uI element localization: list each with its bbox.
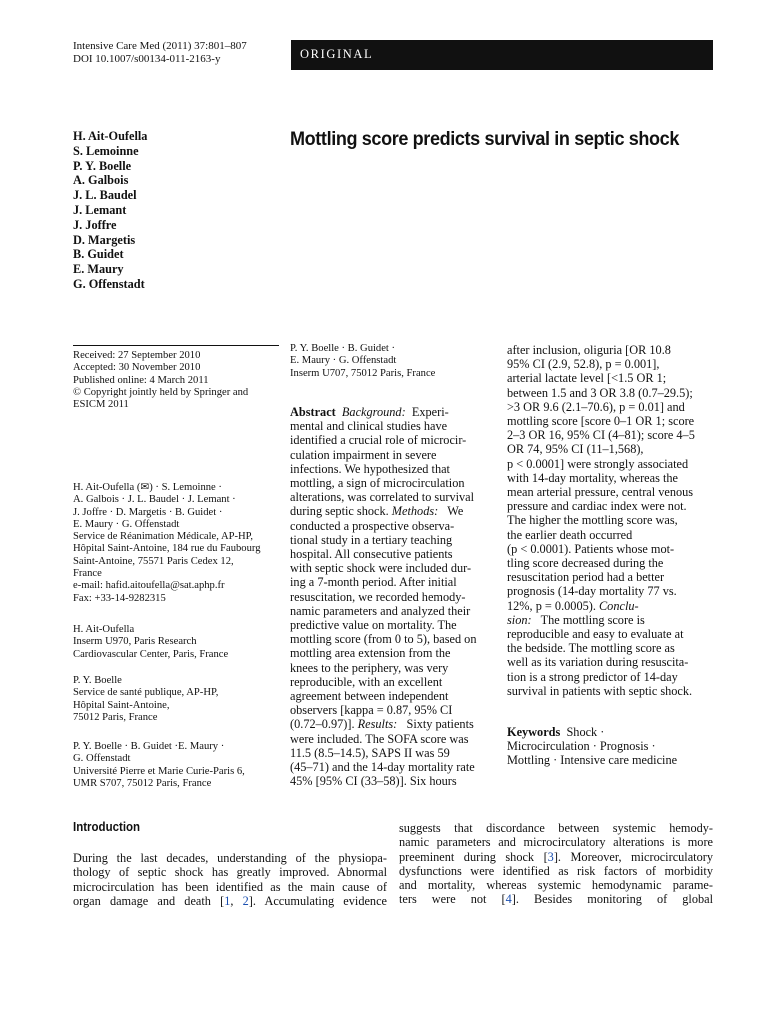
abstract-line: tion is a strong predictor of 14-day [507, 669, 678, 684]
article-dates [73, 350, 285, 411]
author-name: P. Y. Boelle [73, 158, 132, 173]
abstract-line: resuscitation, we recorded hemody- [290, 589, 466, 604]
author-name: G. Offenstadt [73, 276, 145, 291]
abstract-line: observers [kappa = 0.87, 95% CI [290, 703, 453, 718]
abstract-line: mottling area extension from the [290, 646, 451, 661]
abstract-line: (45–71) and the 14-day mortality rate [290, 760, 475, 775]
body-line: ]. Moreover, microcirculatory [553, 849, 713, 864]
affiliation-line: Université Pierre et Marie Curie-Paris 6, [73, 765, 245, 777]
abstract-line: mental and clinical studies have [290, 419, 448, 434]
abstract-line: infections. We hypothesized that [290, 461, 450, 476]
keyword-line: Microcirculation · Prognosis · [507, 739, 656, 754]
abstract-column-left [290, 405, 496, 788]
affiliation-line: Inserm U970, Paris Research [73, 636, 197, 648]
introduction-column-left [73, 851, 387, 908]
abstract-line: alterations, was correlated to survival [290, 490, 475, 505]
author-name: H. Ait-Oufella [73, 129, 148, 143]
abstract-line: tional study in a tertiary teaching [290, 532, 453, 547]
affiliation-line: A. Galbois · J. L. Baudel · J. Lemant · [73, 494, 236, 506]
journal-citation-line: Intensive Care Med (2011) 37:801–807 [73, 40, 247, 52]
section-label: ORIGINAL [300, 47, 374, 61]
body-line: namic parameters and microcirculatory alterations is more [399, 835, 713, 850]
affiliation-line: 75012 Paris, France [73, 711, 158, 723]
abstract-line: agreement between independent [290, 689, 449, 704]
affiliation-line: Saint-Antoine, 75571 Paris Cedex 12, [73, 555, 234, 567]
keywords-block [507, 725, 713, 768]
citation-link[interactable]: 3 [547, 849, 554, 864]
copyright-line: ESICM 2011 [73, 399, 129, 411]
affiliation-line: Inserm U707, 75012 Paris, France [290, 367, 436, 379]
abstract-line: namic parameters and analyzed their [290, 603, 471, 618]
received-date: Received: 27 September 2010 [73, 350, 201, 361]
keywords-label: Keywords [507, 725, 561, 739]
author-name: E. Maury [73, 262, 124, 277]
introduction-heading: Introduction [73, 820, 141, 834]
abstract-line: hospital. All consecutive patients [290, 547, 453, 562]
abstract-line: OR 74, 95% CI (11–1,568), [507, 442, 644, 457]
author-name: J. Lemant [73, 202, 127, 217]
results-label: Results: [357, 717, 398, 732]
published-date: Published online: 4 March 2011 [73, 374, 209, 386]
abstract-line: reproducible, with an excellent [290, 674, 443, 689]
affiliation-line: H. Ait-Oufella (✉) · S. Lemoinne · [73, 482, 222, 493]
body-line: dysfunctions were identified as risk factors of morbidity [399, 863, 713, 878]
author-name: D. Margetis [73, 232, 136, 247]
citation-separator: , [230, 893, 243, 908]
abstract-line: mottling, a sign of microcirculation [290, 476, 465, 491]
author-name: J. L. Baudel [73, 188, 137, 203]
abstract-line: (0.72–0.97)]. [290, 717, 355, 732]
keyword-line: Shock · [566, 725, 605, 739]
affiliation-line: UMR S707, 75012 Paris, France [73, 777, 212, 789]
affiliation-block [73, 624, 285, 661]
abstract-line: >3 OR 9.6 (2.1–70.6), p = 0.01] and [507, 399, 685, 414]
author-name: A. Galbois [73, 173, 129, 188]
abstract-line: after inclusion, oliguria [OR 10.8 [507, 343, 671, 357]
affiliation-line: Cardiovascular Center, Paris, France [73, 648, 229, 660]
body-line: ters were not [ [399, 892, 506, 907]
affiliation-line: Service de santé publique, AP-HP, [73, 687, 219, 699]
abstract-line: with septic shock were included dur- [290, 561, 472, 576]
affiliation-block [73, 675, 285, 724]
abstract-line: were included. The SOFA score was [290, 731, 469, 746]
copyright-line: © Copyright jointly held by Springer and [73, 386, 249, 398]
citation-link[interactable]: 4 [505, 892, 512, 907]
abstract-line: 2–3 OR 16, 95% CI (4–81); score 4–5 [507, 428, 695, 443]
doi-line: DOI 10.1007/s00134-011-2163-y [73, 53, 221, 65]
abstract-line: with 14-day mortality, whereas the [507, 470, 678, 485]
affiliation-line: Hôpital Saint-Antoine, [73, 699, 170, 711]
affiliation-line: G. Offenstadt [73, 753, 131, 765]
abstract-line: mean arterial pressure, central venous [507, 485, 694, 500]
abstract-line: reproducible and easy to evaluate at [507, 627, 684, 642]
abstract-line: The mottling score is [540, 612, 645, 627]
author-name: S. Lemoinne [73, 143, 139, 158]
abstract-line: arterial lactate level [<1.5 OR 1; [507, 371, 667, 386]
affiliation-line: H. Ait-Oufella [73, 624, 135, 635]
body-line: microcirculation has been identified as the main cause of [73, 879, 387, 894]
body-line: During the last decades, understanding of the physiopa- [73, 851, 387, 865]
body-line: preeminent during shock [ [399, 849, 548, 864]
divider [73, 345, 279, 346]
keyword-line: Mottling · Intensive care medicine [507, 753, 678, 768]
abstract-line: (p < 0.0001). Patients whose mot- [507, 541, 675, 556]
abstract-line: Sixty patients [406, 717, 474, 732]
abstract-line: 45% [95% CI (33–58)]. Six hours [290, 774, 457, 789]
affiliation-block [73, 482, 285, 605]
abstract-line: prognosis (14-day mortality 77 vs. [507, 584, 677, 599]
abstract-line: pressure and cardiac index were not. [507, 499, 687, 514]
abstract-column-right [507, 343, 713, 698]
affiliation-line: P. Y. Boelle · B. Guidet ·E. Maury · [73, 741, 225, 752]
affiliation-line: P. Y. Boelle [73, 675, 122, 686]
abstract-line: knees to the periphery, was very [290, 660, 449, 675]
accepted-date: Accepted: 30 November 2010 [73, 362, 201, 374]
affiliation-line: J. Joffre · D. Margetis · B. Guidet · [73, 506, 223, 518]
section-banner [291, 40, 713, 70]
abstract-line: during septic shock. [290, 504, 389, 519]
affiliation-block [73, 741, 285, 790]
affiliation-line: E. Maury · G. Offenstadt [290, 355, 397, 367]
author-list [73, 129, 147, 292]
body-line: ]. Accumulating evidence [248, 893, 388, 908]
citation-link[interactable]: 2 [242, 893, 249, 908]
conclusion-label: sion: [507, 612, 532, 627]
article-title: Mottling score predicts survival in septic shock [290, 129, 680, 150]
conclusion-label: Conclu- [598, 598, 639, 613]
abstract-line: survival in patients with septic shock. [507, 683, 693, 698]
abstract-line: identified a crucial role of microcir- [290, 433, 467, 448]
body-line: organ damage and death [ [73, 893, 225, 908]
abstract-line: The higher the mottling score was, [507, 513, 678, 528]
fax-line: Fax: +33-14-9282315 [73, 592, 166, 604]
methods-label: Methods: [391, 504, 439, 519]
abstract-line: We [447, 504, 464, 519]
abstract-line: p < 0.0001] were strongly associated [507, 456, 689, 471]
abstract-line: Experi- [411, 405, 449, 419]
abstract-line: ing a 7-month period. After initial [290, 575, 457, 590]
abstract-heading: Abstract [290, 405, 336, 419]
abstract-line: 12%, p = 0.0005). [507, 598, 596, 613]
abstract-line: culation impairment in severe [290, 447, 437, 462]
citation-link[interactable]: 1 [224, 893, 231, 908]
body-line: and mortality, whereas systemic hemodynamic parame- [399, 878, 713, 893]
body-line: thology of septic shock has greatly improved. Abnormal [73, 865, 387, 880]
email-link[interactable]: e-mail: hafid.aitoufella@sat.aphp.fr [73, 580, 225, 592]
abstract-line: 95% CI (2.9, 52.8), p = 0.001], [507, 357, 660, 372]
abstract-line: the bedside. The mottling score as [507, 641, 675, 656]
abstract-line: predictive value on mortality. The [290, 618, 457, 633]
journal-citation [73, 40, 247, 66]
abstract-line: between 1.5 and 3 OR 3.8 (0.7–29.5); [507, 385, 693, 400]
affiliation-line: P. Y. Boelle · B. Guidet · [290, 343, 396, 354]
abstract-line: tling score decreased during the [507, 556, 664, 571]
introduction-column-right [399, 821, 713, 907]
affiliation-line: France [73, 568, 102, 580]
abstract-line: the earlier death occurred [507, 527, 633, 542]
abstract-line: resuscitation period had a better [507, 570, 665, 585]
author-name: B. Guidet [73, 247, 124, 262]
background-label: Background: [341, 405, 406, 419]
abstract-line: mottling score (from 0 to 5), based on [290, 632, 477, 647]
abstract-line: conducted a prospective observa- [290, 518, 455, 533]
affiliation-line: Service de Réanimation Médicale, AP-HP, [73, 531, 254, 543]
abstract-line: mottling score [score 0–1 OR 1; score [507, 414, 695, 429]
abstract-line: well as its variation during resuscita- [507, 655, 689, 670]
abstract-line: 11.5 (8.5–14.5), SAPS II was 59 [290, 745, 450, 760]
body-line: suggests that discordance between systemic hemody- [399, 821, 713, 835]
affiliation-block-col2 [290, 343, 496, 380]
affiliation-line: E. Maury · G. Offenstadt [73, 518, 180, 530]
affiliation-line: Hôpital Saint-Antoine, 184 rue du Faubourg [73, 543, 261, 555]
author-name: J. Joffre [73, 217, 117, 232]
body-line: ]. Besides monitoring of global [511, 892, 713, 907]
